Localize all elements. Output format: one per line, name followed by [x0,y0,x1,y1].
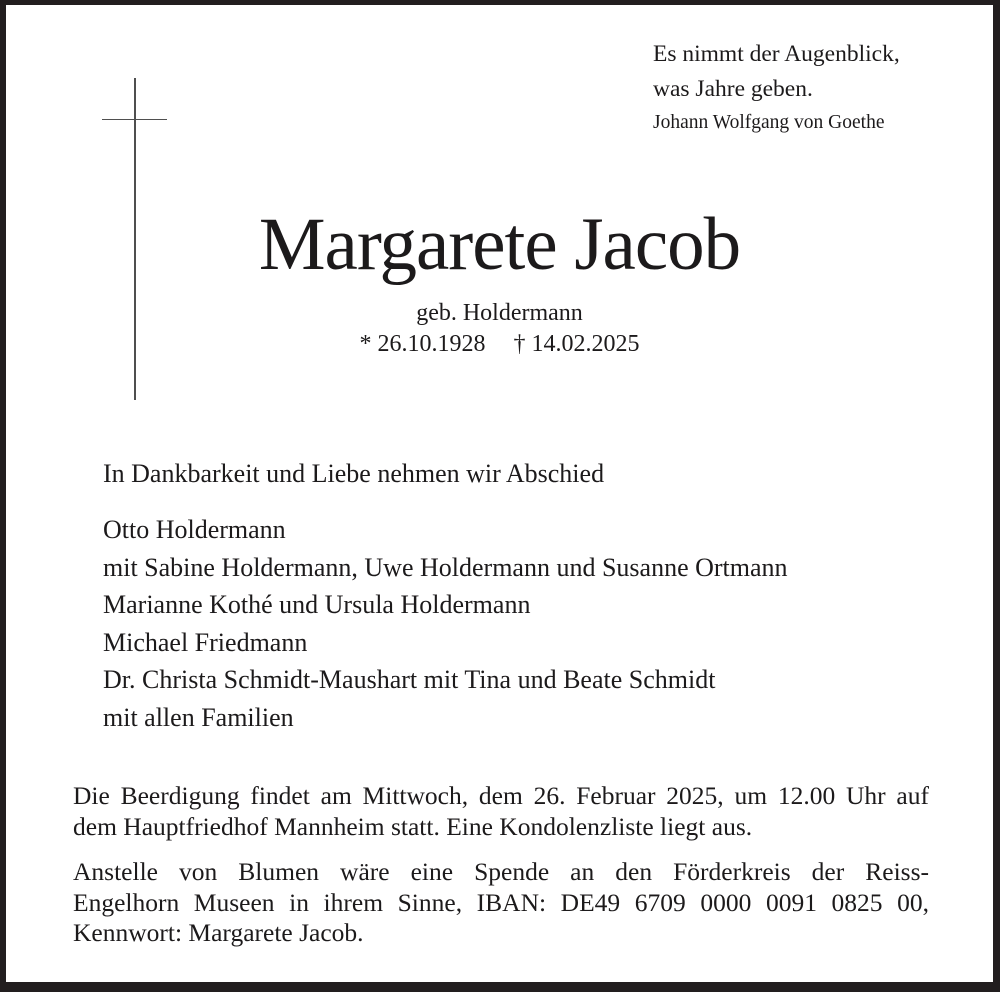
mourner-line: mit Sabine Holdermann, Uwe Holdermann und Susanne Ortmann [103,552,788,582]
mourner-line: Otto Holdermann [103,515,286,544]
birth-date: * 26.10.1928 [359,331,486,357]
quote-block [653,37,953,135]
mourner-line: mit allen Familien [103,702,294,732]
mourner-line: Marianne Kothé und Ursula Holdermann [103,590,531,619]
quote-line-2: was Jahre geben. [653,76,813,102]
death-date: † 14.02.2025 [513,331,640,357]
farewell-line: In Dankbarkeit und Liebe nehmen wir Abschied [103,459,605,488]
deceased-name-title: Margarete Jacob [258,203,741,286]
quote-line-1: Es nimmt der Augenblick, [653,41,900,67]
donation-line: Engelhorn Museen in ihrem Sinne, IBAN: DE49 6709 0000 0091 0825 00, [73,887,929,917]
mourner-line: Michael Friedmann [103,627,308,657]
donation-line: Kennwort: Margarete Jacob. [73,918,364,947]
funeral-line: dem Hauptfriedhof Mannheim statt. Eine Kondolenzliste liegt aus. [73,811,753,841]
mourner-line: Dr. Christa Schmidt-Maushart mit Tina und Beate Schmidt [103,665,716,694]
mourners-list [103,511,933,736]
funeral-info-paragraph [73,781,929,842]
maiden-name: geb. Holdermann [416,300,583,326]
funeral-line: Die Beerdigung findet am Mittwoch, dem 26. Februar 2025, um 12.00 Uhr auf [73,781,929,810]
donation-info-paragraph [73,857,929,949]
deceased-header [6,203,993,358]
cross-horizontal-line [102,119,167,121]
quote-attribution: Johann Wolfgang von Goethe [653,112,885,133]
life-dates [6,330,993,358]
donation-line: Anstelle von Blumen wäre eine Spende an den Förderkreis der Reiss- [73,857,929,886]
